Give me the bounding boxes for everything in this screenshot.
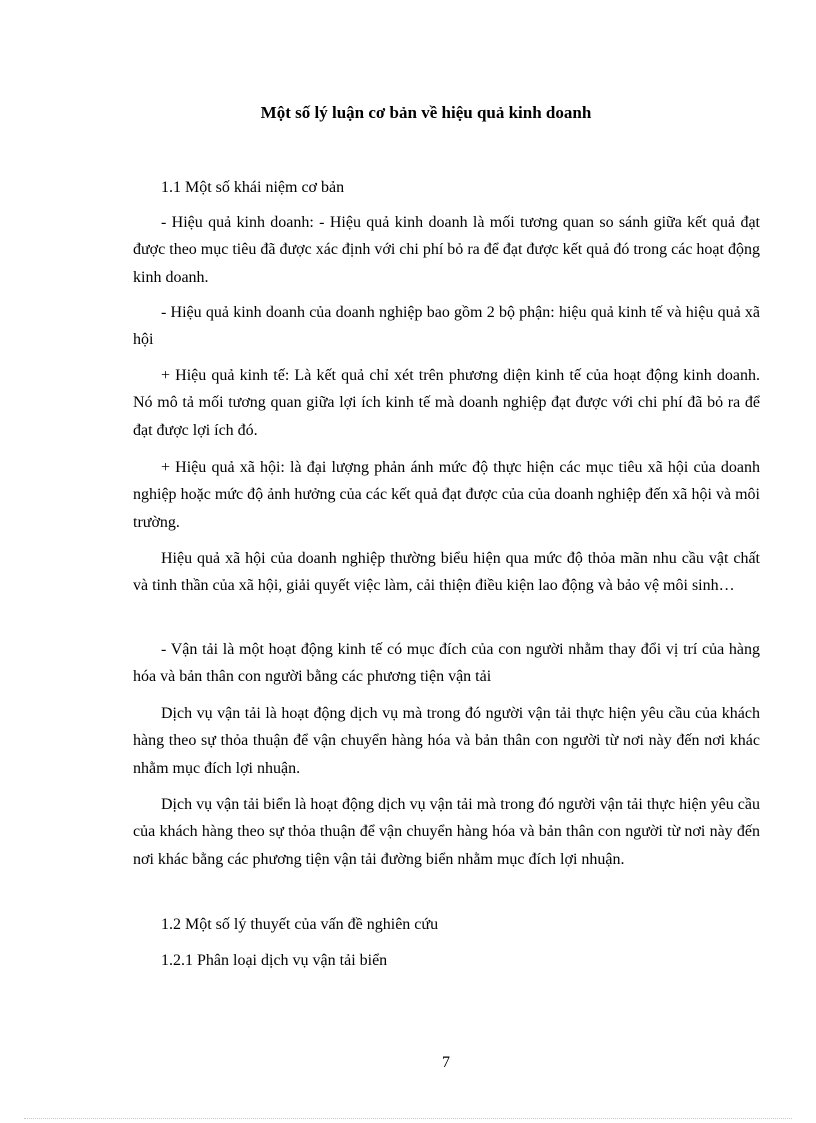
page-bottom-divider (24, 1118, 792, 1119)
page-number: 7 (442, 1054, 450, 1071)
paragraph-transport-definition: - Vận tải là một hoạt động kinh tế có mục đích của con người nhằm thay đổi vị trí của hàng hóa và bản thân con người bằng các phương tiện vận tải (133, 641, 760, 686)
paragraph-transport-service: Dịch vụ vận tải là hoạt động dịch vụ mà trong đó người vận tải thực hiện yêu cầu của khách hàng theo sự thỏa thuận để vận chuyển hàng hóa và bản thân con người từ nơi này đến nơi khác nhằm mục đích lợi nhuận. (133, 705, 760, 777)
paragraph-business-efficiency-definition: - Hiệu quả kinh doanh: - Hiệu quả kinh doanh là mối tương quan so sánh giữa kết quả đạt được theo mục tiêu đã được xác định với chi phí bỏ ra để đạt được kết quả đó trong các hoạt động kinh doanh. (133, 214, 760, 286)
paragraph-sea-transport-service: Dịch vụ vận tải biển là hoạt động dịch vụ vận tải mà trong đó người vận tải thực hiện yêu cầu của khách hàng theo sự thỏa thuận để vận chuyển hàng hóa và bản thân con người từ nơi này đến nơi khác bằng các phương tiện vận tải đường biển nhằm mục đích lợi nhuận. (133, 796, 760, 868)
section-heading-1-2: 1.2 Một số lý thuyết của vấn đề nghiên cứu (161, 916, 439, 933)
paragraph-economic-efficiency: + Hiệu quả kinh tế: Là kết quả chỉ xét trên phương diện kinh tế của hoạt động kinh doanh. Nó mô tả mối tương quan giữa lợi ích kinh tế mà doanh nghiệp đạt được với chi phí đã bỏ ra để đạt được lợi ích đó. (133, 367, 760, 439)
section-heading-1-1: 1.1 Một số khái niệm cơ bản (161, 179, 345, 196)
section-heading-1-2-1: 1.2.1 Phân loại dịch vụ vận tải biển (161, 952, 388, 969)
paragraph-social-efficiency-expression: Hiệu quả xã hội của doanh nghiệp thường biểu hiện qua mức độ thỏa mãn nhu cầu vật chất và tinh thần của xã hội, giải quyết việc làm, cải thiện điều kiện lao động và bảo vệ môi sinh… (133, 550, 760, 595)
paragraph-social-efficiency: + Hiệu quả xã hội: là đại lượng phản ánh mức độ thực hiện các mục tiêu xã hội của doanh nghiệp hoặc mức độ ảnh hưởng của các kết quả đạt được của của doanh nghiệp đến xã hội và môi trường. (133, 459, 760, 531)
paragraph-efficiency-components: - Hiệu quả kinh doanh của doanh nghiệp bao gồm 2 bộ phận: hiệu quả kinh tế và hiệu quả xã hội (133, 304, 760, 349)
page-title: Một số lý luận cơ bản về hiệu quả kinh doanh (260, 103, 592, 122)
